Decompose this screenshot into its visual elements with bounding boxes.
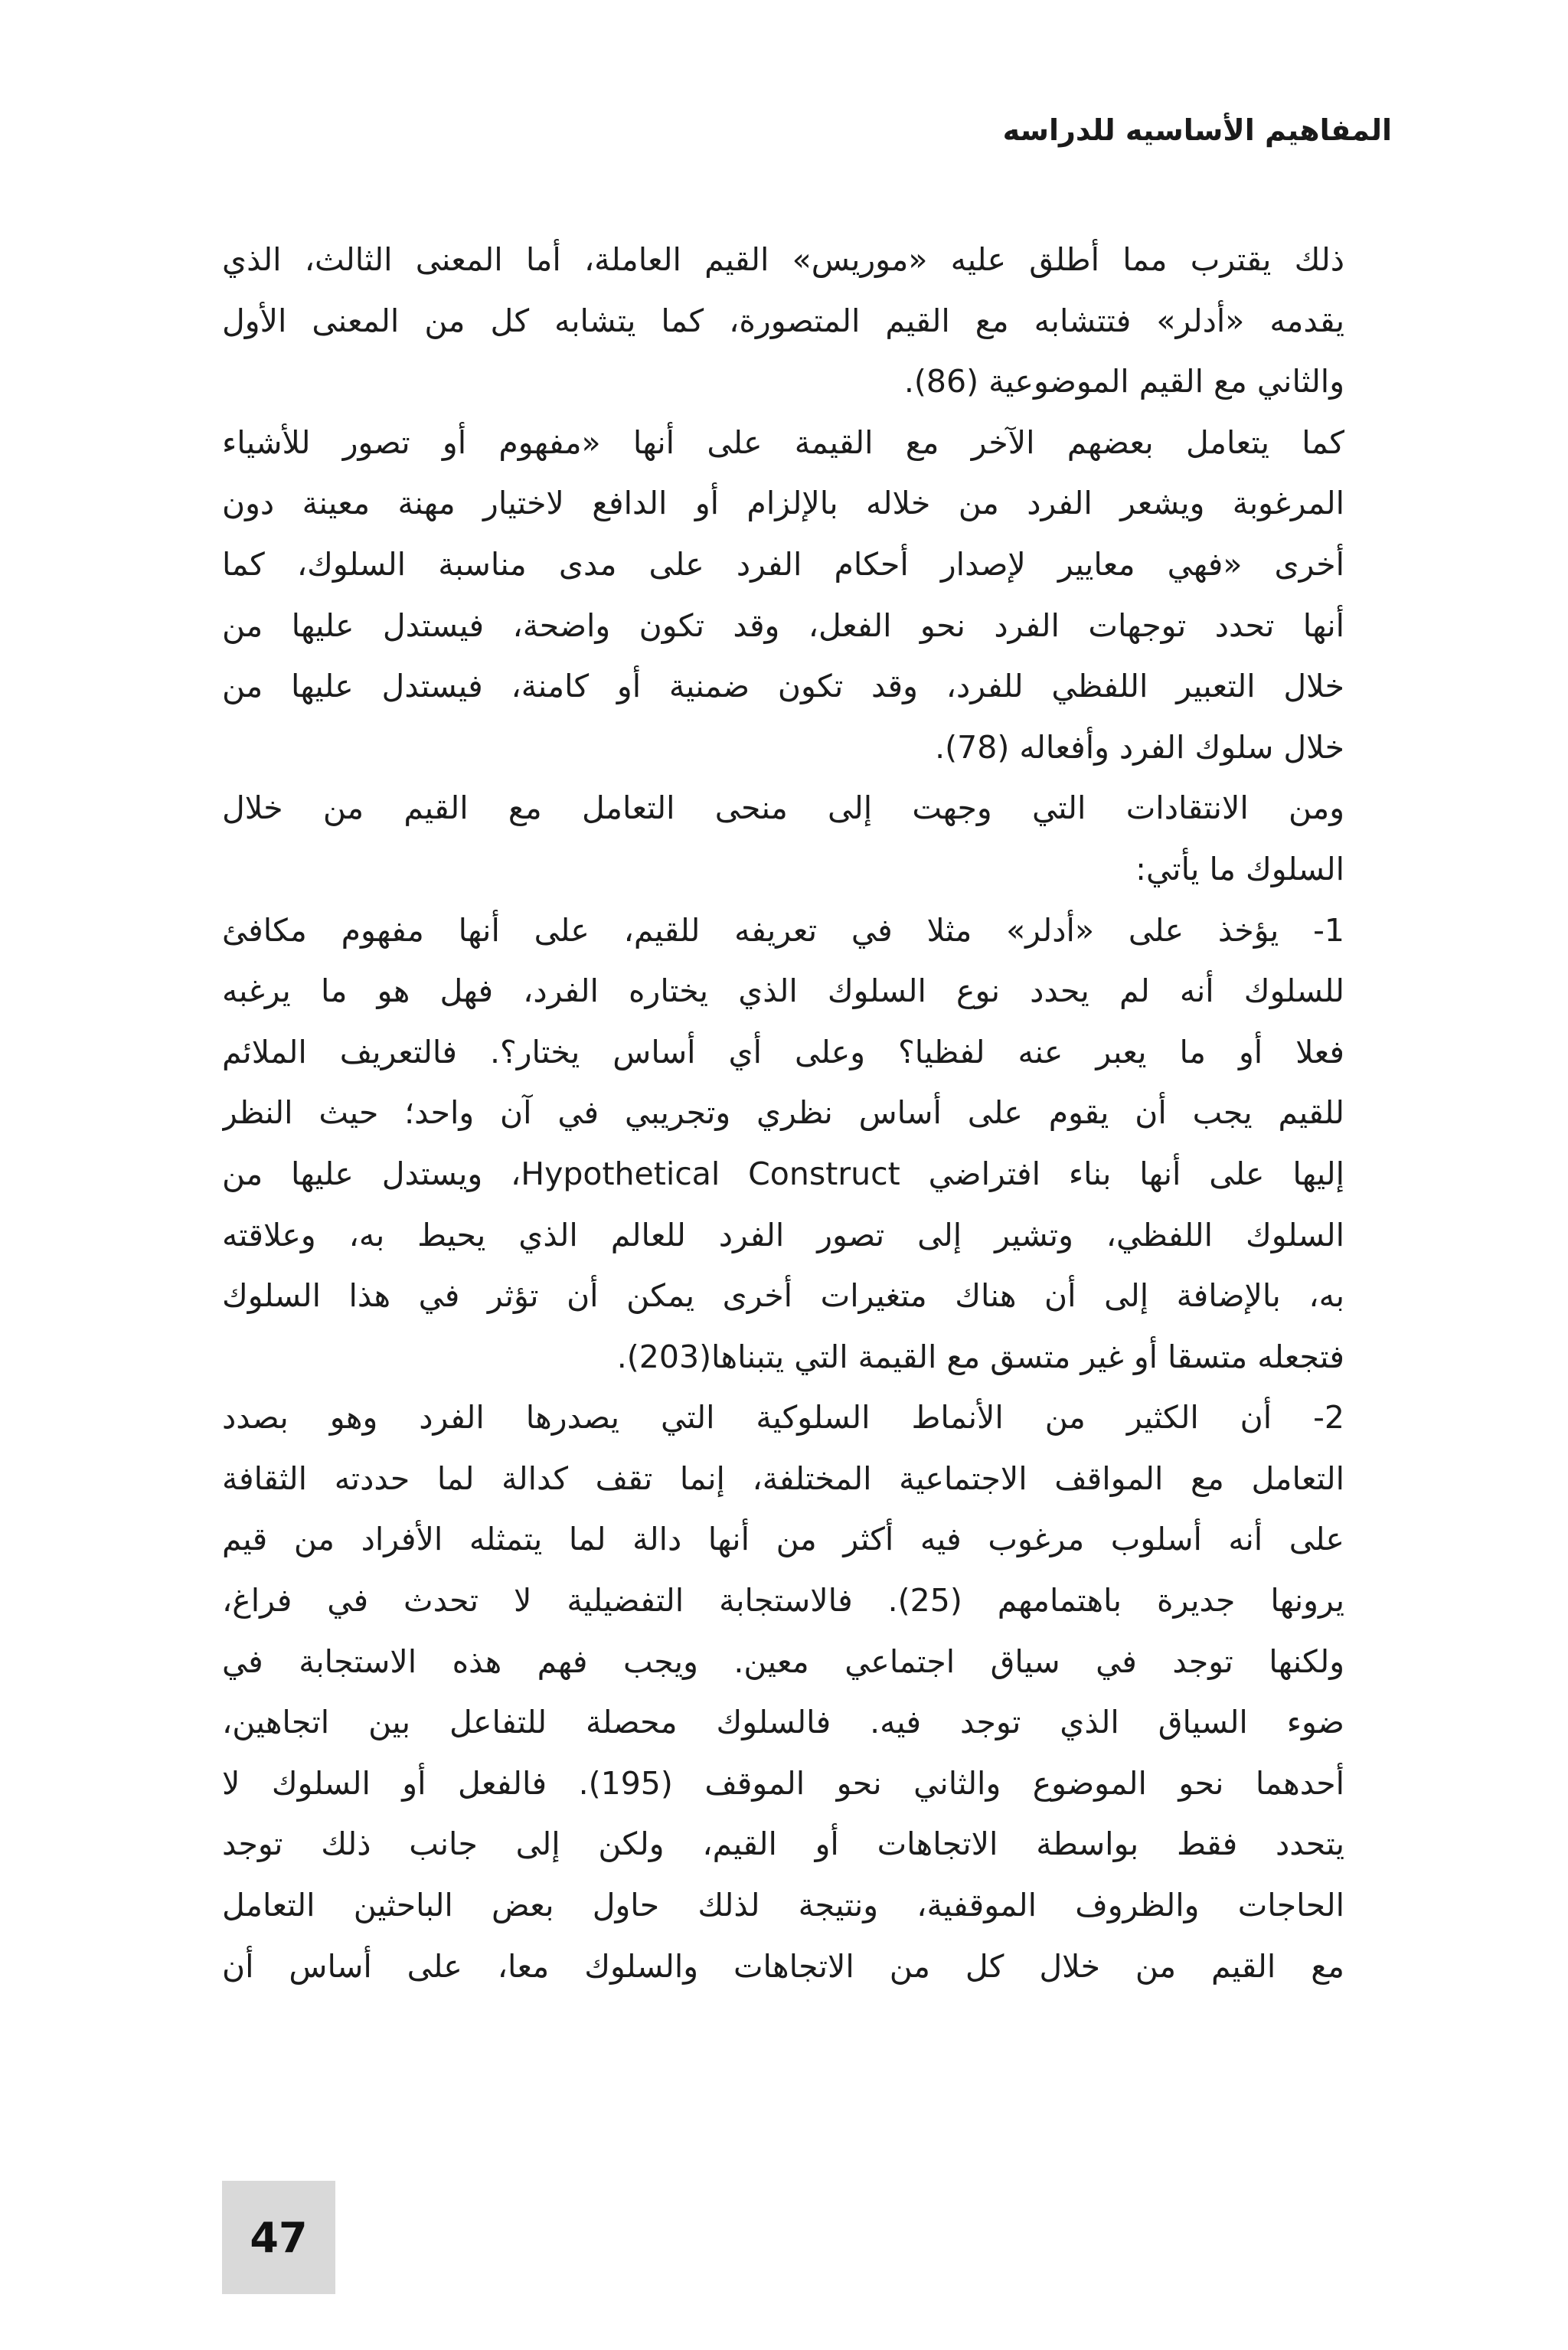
text-line: السلوك ما يأتي: [1135,850,1344,887]
text-line: السلوك اللفظي، وتشير إلى تصور الفرد للعالم الذي يحيط به، وعلاقته [222,1216,1344,1253]
text-line: على أنه أسلوب مرغوب فيه أكثر من أنها دالة لما يتمثله الأفراد من قيم [222,1521,1344,1558]
text-line: 1- يؤخذ على «أدلر» مثلا في تعريفه للقيم، على أنها مفهوم مكافئ [222,911,1344,949]
text-line: مع القيم من خلال كل من الاتجاهات والسلوك معا، على أساس أن [222,1947,1344,1985]
text-line: فعلا أو ما يعبر عنه لفظيا؟ وعلى أي أساس يختار؟. فالتعريف الملائم [222,1033,1344,1070]
text-line: يرونها جديرة باهتمامهم (25). فالاستجابة التفضيلية لا تحدث في فراغ، [222,1582,1344,1620]
text-line: أنها تحدد توجهات الفرد نحو الفعل، وقد تكون واضحة، فيستدل عليها من [222,606,1344,644]
page-number-box [222,2181,335,2294]
text-line: كما يتعامل بعضهم الآخر مع القيمة على أنها «مفهوم أو تصور للأشياء [222,423,1344,461]
text-line: يتحدد فقط بواسطة الاتجاهات أو القيم، ولكن إلى جانب ذلك توجد [222,1825,1344,1863]
text-line: ضوء السياق الذي توجد فيه. فالسلوك محصلة للتفاعل بين اتجاهين، [222,1704,1344,1741]
text-line: ولكنها توجد في سياق اجتماعي معين. ويجب فهم هذه الاستجابة في [222,1642,1344,1680]
text-line: والثاني مع القيم الموضوعية (86). [903,363,1344,400]
text-line: به، بالإضافة إلى أن هناك متغيرات أخرى يمكن أن تؤثر في هذا السلوك [222,1277,1344,1315]
text-line: إليها على أنها بناء افتراضي Hypothetical Construct، ويستدل عليها من [222,1155,1344,1192]
text-line: يقدمه «أدلر» فتتشابه مع القيم المتصورة، كما يتشابه كل من المعنى الأول [222,302,1344,339]
body-text [222,230,1344,1997]
text-line: خلال التعبير اللفظي للفرد، وقد تكون ضمنية أو كامنة، فيستدل عليها من [222,668,1344,705]
text-line: ذلك يقترب مما أطلق عليه «موريس» القيم العاملة، أما المعنى الثالث، الذي [222,241,1344,278]
text-line: 2- أن الكثير من الأنماط السلوكية التي يصدرها الفرد وهو بصدد [222,1399,1344,1436]
text-line: أخرى «فهي معايير لإصدار أحكام الفرد على مدى مناسبة السلوك، كما [222,545,1344,583]
running-header-title: المفاهيم الأساسيه للدراسه [1002,113,1392,147]
text-line: للقيم يجب أن يقوم على أساس نظري وتجريبي في آن واحد؛ حيث النظر [222,1094,1344,1132]
text-line: المرغوبة ويشعر الفرد من خلاله بالإلزام أو الدافع لاختيار مهنة معينة دون [222,485,1344,522]
text-line: للسلوك أنه لم يحدد نوع السلوك الذي يختاره الفرد، فهل هو ما يرغبه [222,972,1344,1010]
text-line: التعامل مع المواقف الاجتماعية المختلفة، إنما تقف كدالة لما حددته الثقافة [222,1459,1344,1497]
text-line: الحاجات والظروف الموقفية، ونتيجة لذلك حاول بعض الباحثين التعامل [222,1887,1344,1924]
text-line: خلال سلوك الفرد وأفعاله (78). [935,728,1344,766]
page-number: 47 [250,2213,308,2262]
text-line: أحدهما نحو الموضوع والثاني نحو الموقف (195). فالفعل أو السلوك لا [222,1764,1344,1802]
text-line: ومن الانتقادات التي وجهت إلى منحى التعامل مع القيم من خلال [222,789,1344,827]
text-line: فتجعله متسقا أو غير متسق مع القيمة التي يتبناها(203). [616,1338,1344,1375]
